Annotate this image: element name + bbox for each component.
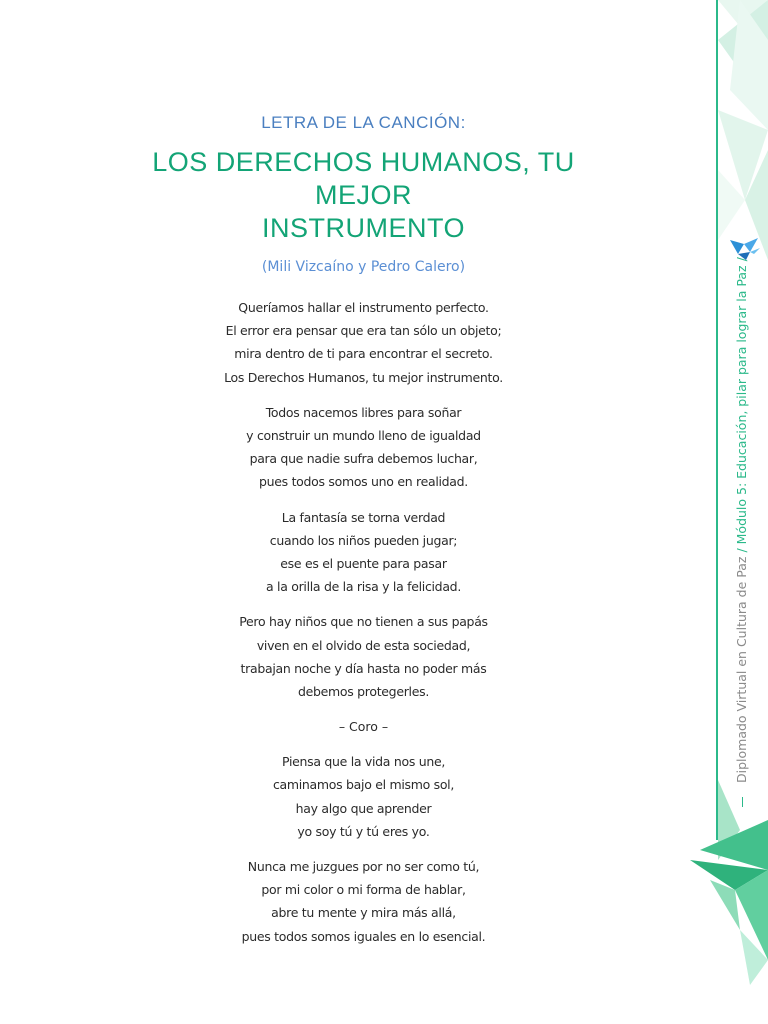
chorus-marker: – Coro – bbox=[338, 719, 389, 735]
lyric-line: Nunca me juzgues por no ser como tú, bbox=[247, 859, 480, 875]
song-kicker: LETRA DE LA CANCIÓN: bbox=[261, 113, 466, 132]
lyric-line: mira dentro de ti para encontrar el secreto. bbox=[234, 346, 493, 362]
sidebar-accent-line bbox=[742, 797, 743, 807]
sidebar-separator: / bbox=[734, 544, 749, 557]
song-title-line-1: LOS DERECHOS HUMANOS, TU MEJOR bbox=[152, 147, 575, 210]
lyric-line: Queríamos hallar el instrumento perfecto. bbox=[238, 300, 489, 315]
lyric-line: pues todos somos uno en realidad. bbox=[259, 474, 468, 490]
lyric-line: debemos protegerles. bbox=[297, 684, 429, 700]
song-authors: (Mili Vizcaíno y Pedro Calero) bbox=[261, 259, 466, 275]
lyric-line: por mi color o mi forma de hablar, bbox=[261, 882, 466, 898]
lyric-line: y construir un mundo lleno de igualdad bbox=[246, 428, 481, 444]
sidebar-breadcrumb bbox=[734, 257, 749, 783]
sidebar-separator: / bbox=[734, 257, 749, 266]
lyric-line: cuando los niños pueden jugar; bbox=[269, 532, 458, 548]
lyric-line: a la orilla de la risa y la felicidad. bbox=[265, 579, 461, 595]
lyric-line: caminamos bajo el mismo sol, bbox=[272, 777, 455, 793]
lyric-line: yo soy tú y tú eres yo. bbox=[297, 823, 430, 839]
lyric-line: La fantasía se torna verdad bbox=[281, 509, 446, 525]
song-title-line-2: INSTRUMENTO bbox=[261, 213, 465, 243]
sidebar-module: Módulo 5: Educación, pilar para lograr la Paz bbox=[734, 265, 749, 545]
lyric-line: Piensa que la vida nos une, bbox=[281, 754, 446, 770]
sidebar-course: Diplomado Virtual en Cultura de Paz bbox=[734, 556, 749, 783]
lyric-line: Los Derechos Humanos, tu mejor instrumento. bbox=[224, 369, 503, 385]
lyric-line: Pero hay niños que no tienen a sus papás bbox=[239, 614, 488, 630]
lyric-line: ese es el puente para pasar bbox=[280, 556, 447, 572]
lyric-line: El error era pensar que era tan sólo un objeto; bbox=[225, 323, 502, 339]
lyric-line: viven en el olvido de esta sociedad, bbox=[256, 637, 471, 653]
lyric-line: abre tu mente y mira más allá, bbox=[271, 905, 456, 921]
lyric-line: pues todos somos iguales en lo esencial. bbox=[241, 928, 486, 944]
lyric-line: para que nadie sufra debemos luchar, bbox=[249, 451, 478, 467]
lyric-line: hay algo que aprender bbox=[295, 800, 432, 816]
lyric-line: trabajan noche y día hasta no poder más bbox=[240, 660, 487, 676]
lyric-line: Todos nacemos libres para soñar bbox=[265, 404, 462, 420]
